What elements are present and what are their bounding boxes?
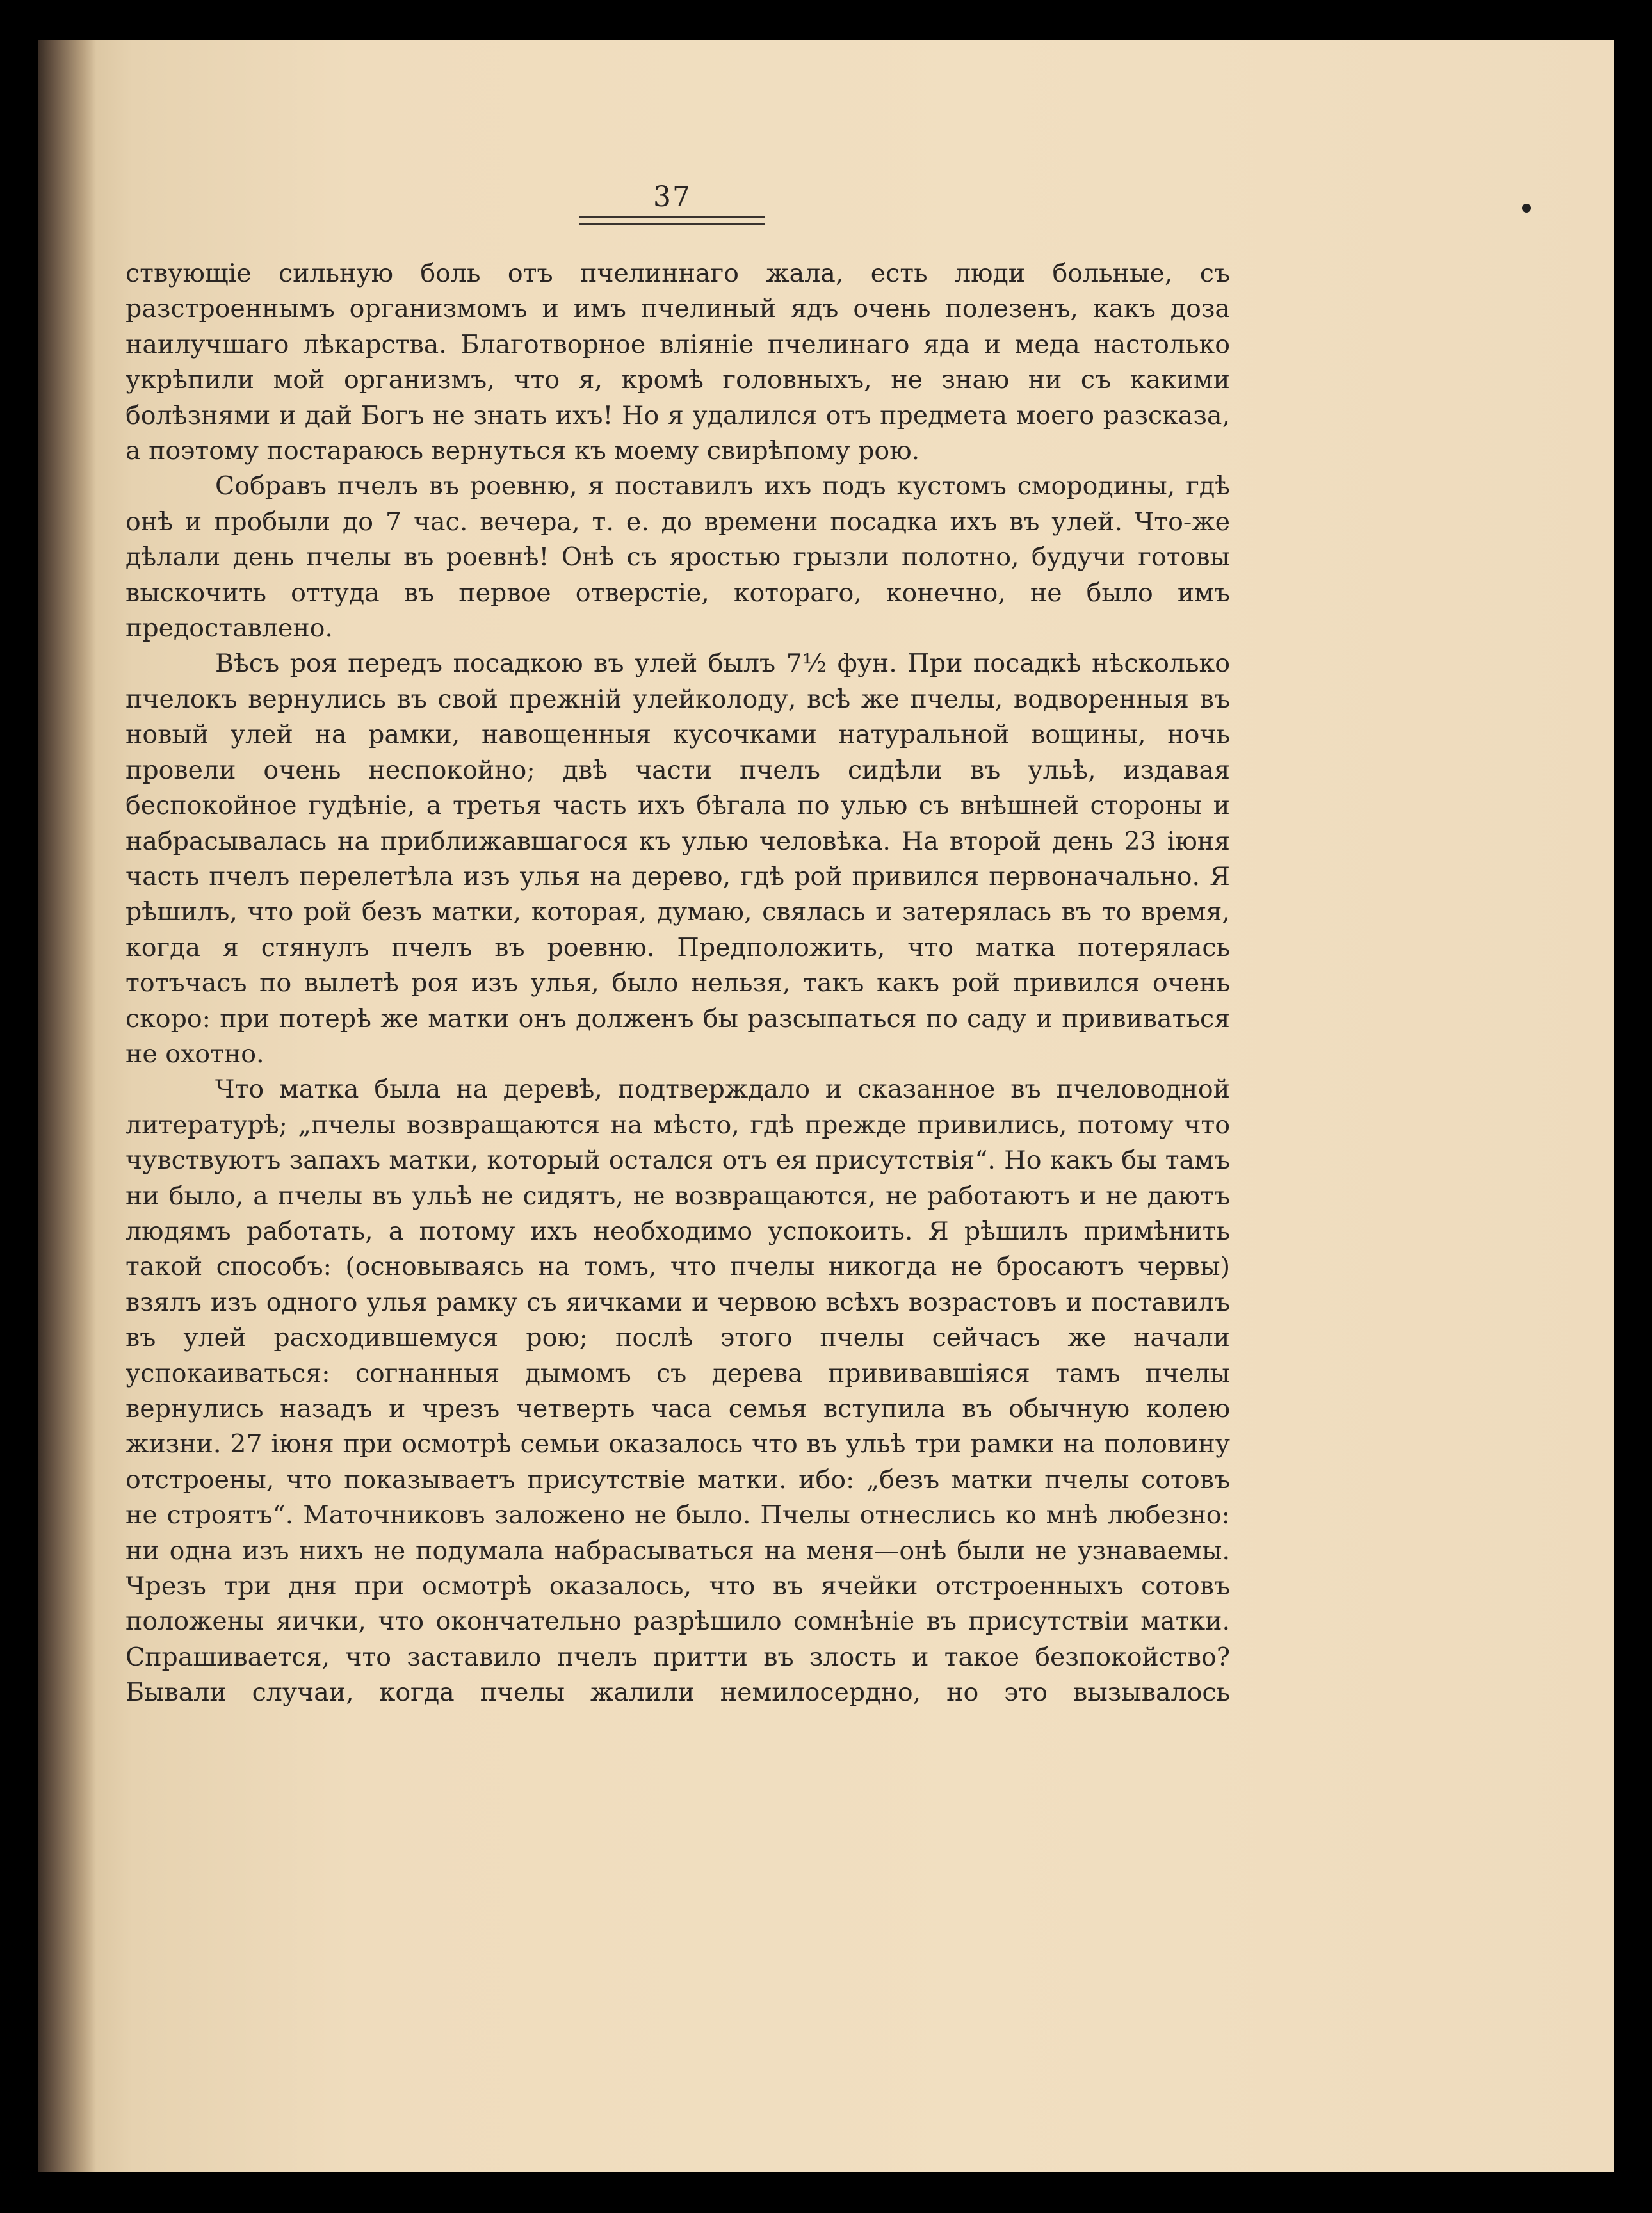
page-number-rule-top [579,216,765,218]
body-text [126,256,1230,1711]
page-number-rule-bottom [579,223,765,225]
page-gutter-shadow [38,40,96,2172]
ink-speck [1522,204,1531,213]
paragraph-2: Собравъ пчелъ въ роевню, я поставилъ ихъ подъ кустомъ смородины, гдѣ онѣ и пробыли до 7 час. вечера, т. е. до времени посадка ихъ въ улей. Что-же дѣлали день пчелы въ роевнѣ! Онѣ съ яростью грызли полотно, будучи готовы выскочить оттуда въ первое отверстіе, котораго, конечно, не было имъ предоставлено. [126,471,1230,644]
paragraph-1: ствующіе сильную боль отъ пчелиннаго жала, есть люди больные, съ разстроеннымъ организмомъ и имъ пчелиный ядъ очень полезенъ, какъ доза наилучшаго лѣкарства. Благотворное вліяніе пчелинаго яда и меда настолько укрѣпили мой организмъ, что я, кромѣ головныхъ, не знаю ни съ какими болѣзнями и дай Богъ не знать ихъ! Но я удалился отъ предмета моего разсказа, а поэтому постараюсь вернуться къ моему свирѣпому рою. [126,259,1230,466]
paragraph-3: Вѣсъ роя передъ посадкою въ улей былъ 7½ фун. При посадкѣ нѣсколько пчелокъ вернулись въ свой прежній улейколоду, всѣ же пчелы, водворенныя въ новый улей на рамки, навощенныя кусочками натуральной вощины, ночь провели очень неспокойно; двѣ части пчелъ сидѣли въ ульѣ, издавая беспокойное гудѣніе, а третья часть ихъ бѣгала по улью съ внѣшней стороны и набрасывалась на приближавшагося къ улью человѣка. На второй день 23 іюня часть пчелъ перелетѣла изъ улья на дерево, гдѣ рой привился первоначально. Я рѣшилъ, что рой безъ матки, которая, думаю, свялась и затерялась въ то время, когда я стянулъ пчелъ въ роевню. Предположить, что матка потерялась тотъчасъ по вылетѣ роя изъ улья, было нельзя, такъ какъ рой привился очень скоро: при потерѣ же матки онъ долженъ бы разсыпаться по саду и прививаться не охотно. [126,649,1230,1069]
page-number: 37 [653,181,692,213]
paragraph-4: Что матка была на деревѣ, подтверждало и сказанное въ пчеловодной литературѣ; „пчелы возвращаются на мѣсто, гдѣ прежде привились, потому что чувствуютъ запахъ матки, который остался отъ ея присутствія“. Но какъ бы тамъ ни было, а пчелы въ ульѣ не сидятъ, не возвращаются, не работаютъ и не даютъ людямъ работать, а потому ихъ необходимо успокоить. Я рѣшилъ примѣнить такой способъ: (основываясь на томъ, что пчелы никогда не бросаютъ червы) взялъ изъ одного улья рамку съ яичками и червою всѣхъ возрастовъ и поставилъ въ улей расходившемуся рою; послѣ этого пчелы сейчасъ же начали успокаиваться: согнанныя дымомъ съ дерева прививавшіяся тамъ пчелы вернулись назадъ и чрезъ четверть часа семья вступила въ обычную колею жизни. 27 іюня при осмотрѣ семьи оказалось что въ ульѣ три рамки на половину отстроены, что показываетъ присутствіе матки. ибо: „безъ матки пчелы сотовъ не строятъ“. Маточниковъ заложено не было. Пчелы отнеслись ко мнѣ любезно: ни одна изъ нихъ не подумала набрасываться на меня—онѣ были не узнаваемы. Чрезъ три дня при осмотрѣ оказалось, что въ ячейки отстроенныхъ сотовъ положены яички, что окончательно разрѣшило сомнѣніе въ присутствіи матки. Спрашивается, что заставило пчелъ притти въ злость и такое безпокойство? Бывали случаи, когда пчелы жалили немилосердно, но это вызывалось [126,1074,1230,1708]
